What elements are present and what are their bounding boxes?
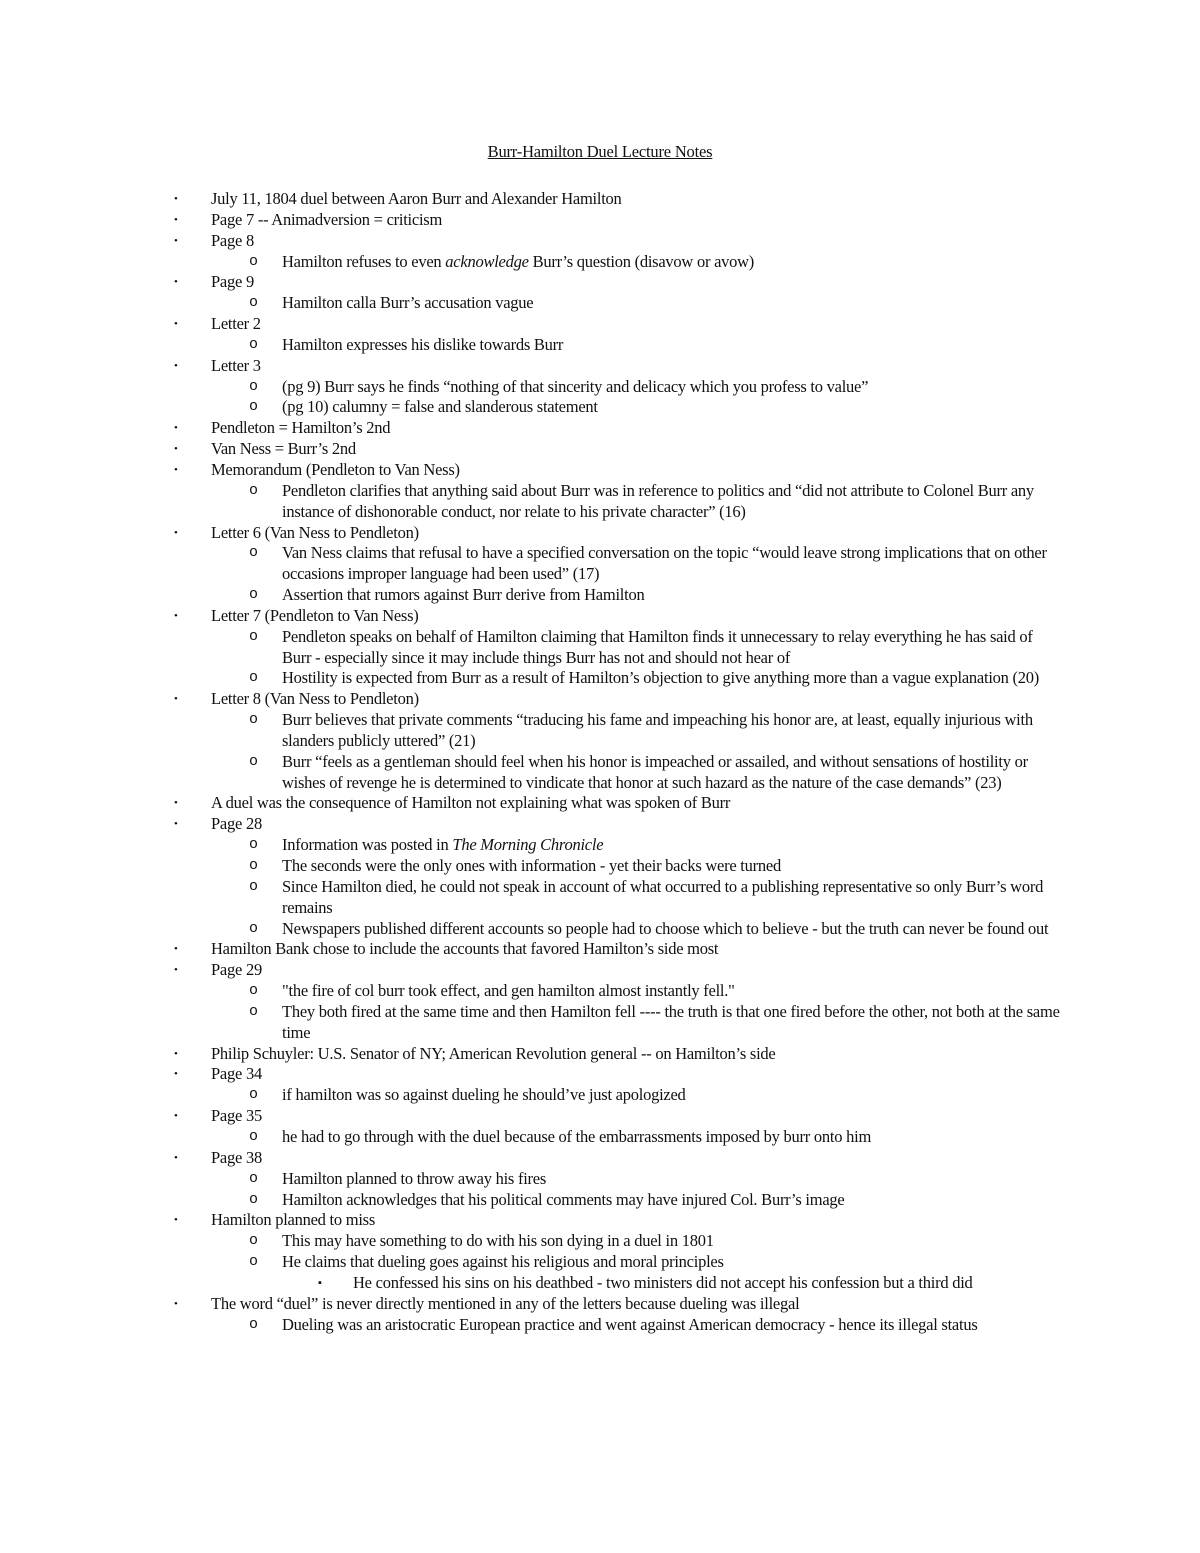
list-item-text: (pg 10) calumny = false and slanderous statement: [282, 397, 598, 417]
list-item: [0, 314, 1200, 335]
sub-list-item: [0, 710, 1200, 752]
list-item-text: Since Hamilton died, he could not speak in account of what occurred to a publishing representative so only Burr’s word remains: [282, 876, 1044, 917]
list-item: [0, 689, 1200, 710]
emphasis-text: acknowledge: [445, 251, 529, 271]
sub-list-item: [0, 293, 1200, 314]
sub-list-item: [0, 1190, 1200, 1211]
list-item-text: This may have something to do with his son dying in a duel in 1801: [282, 1231, 714, 1251]
bullet-marker: o: [249, 586, 258, 604]
bullet-marker: •: [174, 463, 178, 476]
sub-list-item: [0, 397, 1200, 418]
list-item-text: Pendleton speaks on behalf of Hamilton claiming that Hamilton finds it unnecessary to relay everything he has said of Burr - especially since it may include things Burr has not and should not hear of: [282, 626, 1033, 667]
sub-list-item: [0, 856, 1200, 877]
list-item-text: if hamilton was so against dueling he should’ve just apologized: [282, 1085, 686, 1105]
emphasis-text: The Morning Chronicle: [452, 835, 604, 855]
list-item: [0, 606, 1200, 627]
list-item-text: Page 9: [211, 272, 254, 292]
list-item-text: Pendleton = Hamilton’s 2nd: [211, 418, 391, 438]
list-item-text: The seconds were the only ones with information - yet their backs were turned: [282, 856, 781, 875]
sub-list-item: [0, 627, 1200, 669]
bullet-marker: o: [249, 481, 258, 499]
bullet-marker: •: [174, 318, 178, 331]
bullet-marker: o: [249, 711, 258, 729]
bullet-marker: o: [249, 836, 258, 854]
bullet-marker: •: [174, 276, 178, 289]
bullet-marker: o: [249, 1232, 258, 1250]
list-item-text: Page 35: [211, 1106, 262, 1126]
bullet-marker: o: [249, 398, 258, 416]
list-item-text: Letter 2: [211, 314, 261, 334]
list-item: [0, 814, 1200, 835]
bullet-marker: o: [249, 627, 258, 645]
bullet-marker: ▪: [318, 1276, 322, 1289]
bullet-marker: •: [174, 193, 178, 205]
sub-list-item: [0, 752, 1200, 794]
list-item-text: Newspapers published different accounts so people had to choose which to believe - but the truth can never be found out: [282, 918, 1049, 938]
sub-list-item: [0, 1169, 1200, 1190]
list-item: [0, 231, 1200, 252]
bullet-marker: o: [249, 544, 258, 562]
bullet-marker: o: [249, 1002, 258, 1020]
sub-list-item: [0, 252, 1200, 273]
bullet-marker: o: [249, 877, 258, 895]
list-item-text: [282, 252, 1062, 273]
list-item-text: Memorandum (Pendleton to Van Ness): [211, 459, 460, 479]
list-item: [0, 793, 1200, 814]
list-item-text: "the fire of col burr took effect, and gen hamilton almost instantly fell.": [282, 981, 735, 1001]
list-item-text: Burr believes that private comments “traducing his fame and impeaching his honor are, at least, equally injurious with slanders publicly uttered” (21): [282, 710, 1033, 750]
list-item: [0, 1294, 1200, 1315]
sub-list-item: [0, 585, 1200, 606]
list-item: [0, 460, 1200, 481]
bullet-marker: o: [249, 377, 258, 395]
bullet-marker: •: [174, 818, 178, 831]
list-item: [0, 356, 1200, 377]
bullet-marker: •: [174, 1297, 178, 1310]
list-item: [0, 939, 1200, 960]
bullet-marker: •: [174, 1110, 178, 1123]
list-item-text: They both fired at the same time and then Hamilton fell ---- the truth is that one fired before the other, not both at the same time: [282, 1001, 1060, 1042]
list-item-text: (pg 9) Burr says he finds “nothing of that sincerity and delicacy which you profess to value”: [282, 376, 869, 396]
list-item-text: Page 28: [211, 814, 262, 834]
list-item: [0, 1064, 1200, 1085]
list-item-text: He claims that dueling goes against his religious and moral principles: [282, 1252, 724, 1272]
bullet-marker: •: [174, 359, 178, 372]
list-item-text: Hamilton planned to miss: [211, 1210, 376, 1230]
list-item-text: Hamilton acknowledges that his political comments may have injured Col. Burr’s image: [282, 1189, 845, 1209]
bullet-marker: o: [249, 1086, 258, 1104]
list-item-text: Hamilton expresses his dislike towards Burr: [282, 334, 564, 354]
list-item-text: he had to go through with the duel because of the embarrassments imposed by burr onto him: [282, 1126, 872, 1146]
list-item-text: The word “duel” is never directly mentioned in any of the letters because dueling was illegal: [211, 1293, 800, 1313]
sub-list-item: [0, 481, 1200, 523]
list-item: [0, 210, 1200, 231]
bullet-marker: •: [174, 1214, 178, 1227]
list-item-text: Van Ness claims that refusal to have a specified conversation on the topic “would leave strong implications that on other occasions improper language had been used” (17): [282, 543, 1047, 584]
bullet-marker: •: [174, 693, 178, 706]
document-title: Burr-Hamilton Duel Lecture Notes: [487, 142, 713, 161]
list-item-text: Hamilton calla Burr’s accusation vague: [282, 293, 534, 313]
list-item: [0, 189, 1200, 210]
bullet-marker: •: [174, 1068, 178, 1081]
sub-sub-list-item: [0, 1273, 1200, 1294]
bullet-marker: •: [174, 526, 178, 539]
list-item: [0, 523, 1200, 544]
sub-list-item: [0, 1231, 1200, 1252]
bullet-marker: •: [174, 443, 178, 456]
bullet-marker: o: [249, 335, 258, 353]
list-item: [0, 418, 1200, 439]
list-item-text: Dueling was an aristocratic European practice and went against American democracy - hence its illegal status: [282, 1314, 978, 1334]
list-item-text: Assertion that rumors against Burr derive from Hamilton: [282, 585, 645, 605]
bullet-marker: o: [249, 1169, 258, 1187]
sub-list-item: [0, 377, 1200, 398]
list-item: [0, 1044, 1200, 1065]
sub-list-item: [0, 1085, 1200, 1106]
bullet-marker: o: [249, 1315, 258, 1333]
sub-list-item: [0, 835, 1200, 856]
bullet-marker: o: [249, 982, 258, 1000]
list-item: [0, 1106, 1200, 1127]
bullet-marker: •: [174, 234, 178, 247]
bullet-marker: •: [174, 943, 178, 956]
notes-list: [0, 189, 1200, 1335]
bullet-marker: o: [249, 252, 258, 270]
list-item-text: Page 8: [211, 230, 254, 250]
bullet-marker: o: [249, 669, 258, 687]
list-item-text: Letter 7 (Pendleton to Van Ness): [211, 605, 419, 625]
list-item-text: [282, 835, 1062, 856]
list-item-text: Letter 3: [211, 355, 261, 375]
list-item-text: Burr “feels as a gentleman should feel when his honor is impeached or assailed, and without sensations of hostility or wishes of revenge he is determined to vindicate that honor at such hazard as the nature of the case demands” (23): [282, 751, 1028, 792]
bullet-marker: •: [174, 422, 178, 435]
bullet-marker: o: [249, 1253, 258, 1271]
text-run: Burr’s question (disavow or avow): [528, 251, 755, 271]
list-item-text: Page 29: [211, 960, 262, 980]
list-item: [0, 1148, 1200, 1169]
bullet-marker: o: [249, 857, 258, 874]
list-item: [0, 439, 1200, 460]
list-item-text: July 11, 1804 duel between Aaron Burr and Alexander Hamilton: [211, 189, 622, 208]
list-item: [0, 960, 1200, 981]
list-item-text: Van Ness = Burr’s 2nd: [211, 439, 356, 459]
bullet-marker: o: [249, 1190, 258, 1208]
list-item-text: He confessed his sins on his deathbed - two ministers did not accept his confession but a third did: [353, 1272, 973, 1292]
sub-list-item: [0, 1315, 1200, 1336]
bullet-marker: •: [174, 797, 178, 810]
list-item-text: Page 34: [211, 1064, 262, 1084]
sub-list-item: [0, 877, 1200, 919]
list-item-text: Hamilton Bank chose to include the accounts that favored Hamilton’s side most: [211, 939, 719, 959]
list-item-text: Hostility is expected from Burr as a result of Hamilton’s objection to give anything more than a vague explanation (20): [282, 668, 1040, 688]
bullet-marker: •: [174, 964, 178, 977]
bullet-marker: •: [174, 1151, 178, 1164]
list-item-text: Hamilton planned to throw away his fires: [282, 1168, 547, 1188]
list-item-text: Letter 8 (Van Ness to Pendleton): [211, 689, 419, 709]
bullet-marker: •: [174, 1047, 178, 1060]
list-item-text: Page 7 -- Animadversion = criticism: [211, 209, 443, 229]
bullet-marker: o: [249, 752, 258, 770]
bullet-marker: •: [174, 609, 178, 622]
bullet-marker: o: [249, 294, 258, 312]
sub-list-item: [0, 981, 1200, 1002]
list-item: [0, 1210, 1200, 1231]
bullet-marker: •: [174, 213, 178, 226]
bullet-marker: o: [249, 919, 258, 937]
text-run: Information was posted in: [282, 835, 453, 855]
list-item-text: A duel was the consequence of Hamilton not explaining what was spoken of Burr: [211, 793, 731, 813]
list-item-text: Page 38: [211, 1147, 262, 1167]
sub-list-item: [0, 668, 1200, 689]
list-item-text: Pendleton clarifies that anything said about Burr was in reference to politics and “did not attribute to Colonel Burr any instance of dishonorable conduct, nor relate to his private character” (16): [282, 480, 1034, 521]
sub-list-item: [0, 1252, 1200, 1273]
list-item-text: Philip Schuyler: U.S. Senator of NY; American Revolution general -- on Hamilton’s side: [211, 1043, 776, 1063]
list-item-text: Letter 6 (Van Ness to Pendleton): [211, 522, 419, 542]
bullet-marker: o: [249, 1127, 258, 1145]
sub-list-item: [0, 1127, 1200, 1148]
sub-list-item: [0, 919, 1200, 940]
sub-list-item: [0, 543, 1200, 585]
sub-list-item: [0, 1002, 1200, 1044]
text-run: Hamilton refuses to even: [282, 251, 446, 271]
list-item: [0, 272, 1200, 293]
sub-list-item: [0, 335, 1200, 356]
